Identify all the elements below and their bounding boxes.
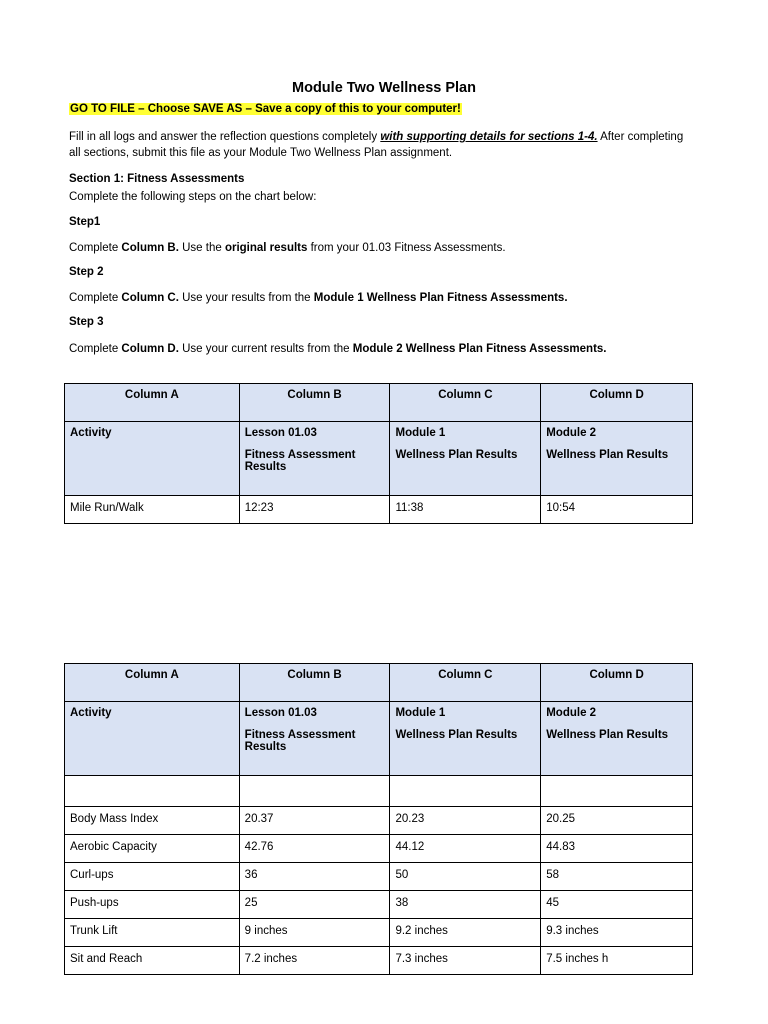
table-cell[interactable]: 10:54 [541, 496, 693, 524]
table-cell[interactable]: 44.83 [541, 835, 693, 863]
table-cell[interactable]: 44.12 [390, 835, 541, 863]
subheader-cell [541, 702, 693, 776]
intro-paragraph [69, 129, 695, 161]
subheader-line2: Wellness Plan Results [546, 449, 669, 461]
section1-heading: Section 1: Fitness Assessments [69, 173, 245, 185]
table-cell[interactable] [541, 776, 693, 807]
subheader-cell [239, 422, 390, 496]
intro-part1: Fill in all logs and answer the reflection questions completely [69, 131, 381, 143]
table-row [65, 863, 693, 891]
step1-column: Column B. [121, 242, 179, 254]
subheader-cell [65, 702, 240, 776]
table-cell[interactable] [239, 776, 390, 807]
step3-pre: Complete [69, 343, 122, 355]
step2-mid: Use your results from the [178, 292, 314, 304]
table-cell[interactable]: 7.3 inches [390, 947, 541, 975]
subheader-line1: Module 2 [546, 427, 597, 439]
table-cell[interactable]: 50 [390, 863, 541, 891]
column-c-header: Column C [390, 384, 541, 422]
column-d-header: Column D [541, 384, 693, 422]
column-d-header: Column D [541, 664, 693, 702]
table-cell[interactable]: 12:23 [239, 496, 390, 524]
step3-text [69, 341, 695, 357]
step1-label: Step1 [69, 216, 101, 228]
step1-text [69, 240, 695, 256]
table-subheader-row [65, 702, 693, 776]
table-cell[interactable]: 11:38 [390, 496, 541, 524]
table-cell[interactable]: 38 [390, 891, 541, 919]
subheader-line2: Fitness Assessment Results [244, 729, 356, 753]
table-row [65, 807, 693, 835]
column-b-header: Column B [239, 384, 390, 422]
table-row [65, 947, 693, 975]
table-cell[interactable]: Push-ups [65, 891, 240, 919]
table-cell[interactable]: Body Mass Index [65, 807, 240, 835]
subheader-line2: Wellness Plan Results [395, 729, 518, 741]
step2-label: Step 2 [69, 266, 104, 278]
subheader-cell [541, 422, 693, 496]
subheader-line1: Lesson 01.03 [244, 707, 317, 719]
subheader-cell [65, 422, 240, 496]
column-a-header: Column A [65, 664, 240, 702]
step2-pre: Complete [69, 292, 122, 304]
subheader-line2: Wellness Plan Results [546, 729, 669, 741]
table-cell[interactable] [65, 776, 240, 807]
table-cell[interactable]: 36 [239, 863, 390, 891]
column-a-header: Column A [65, 384, 240, 422]
table-header-row [65, 664, 693, 702]
table-cell[interactable] [390, 776, 541, 807]
subheader-line1: Module 1 [395, 707, 446, 719]
table-cell[interactable]: 9.2 inches [390, 919, 541, 947]
step1-post: from your 01.03 Fitness Assessments. [307, 242, 506, 254]
step3-label: Step 3 [69, 316, 104, 328]
step2-column: Column C. [121, 292, 179, 304]
subheader-line1: Activity [70, 427, 112, 439]
page-title: Module Two Wellness Plan [292, 80, 476, 96]
step3-bold: Module 2 Wellness Plan Fitness Assessments. [352, 343, 607, 355]
table-cell[interactable]: 7.5 inches h [541, 947, 693, 975]
fitness-assessment-table [64, 663, 693, 975]
subheader-line2: Wellness Plan Results [395, 449, 518, 461]
table-subheader-row [65, 422, 693, 496]
step2-text [69, 290, 695, 306]
table-cell[interactable]: 7.2 inches [239, 947, 390, 975]
subheader-line2: Fitness Assessment Results [244, 449, 356, 473]
table-cell[interactable]: 25 [239, 891, 390, 919]
step1-pre: Complete [69, 242, 122, 254]
intro-emphasis: with supporting details for sections 1-4. [380, 131, 598, 143]
subheader-line1: Module 2 [546, 707, 597, 719]
save-instruction: GO TO FILE – Choose SAVE AS – Save a copy of this to your computer! [70, 103, 461, 115]
step1-bold: original results [224, 242, 308, 254]
table-cell[interactable]: 9.3 inches [541, 919, 693, 947]
subheader-line1: Lesson 01.03 [244, 427, 317, 439]
column-c-header: Column C [390, 664, 541, 702]
subheader-cell [239, 702, 390, 776]
table-header-row [65, 384, 693, 422]
table-cell[interactable]: 58 [541, 863, 693, 891]
table-cell[interactable]: 20.23 [390, 807, 541, 835]
subheader-line1: Activity [70, 707, 112, 719]
step3-column: Column D. [121, 343, 179, 355]
table-row [65, 496, 693, 524]
subheader-cell [390, 422, 541, 496]
table-cell[interactable]: Curl-ups [65, 863, 240, 891]
table-cell[interactable]: Mile Run/Walk [65, 496, 240, 524]
table-cell[interactable]: Aerobic Capacity [65, 835, 240, 863]
table-cell[interactable]: 45 [541, 891, 693, 919]
table-row [65, 835, 693, 863]
step2-bold: Module 1 Wellness Plan Fitness Assessments. [313, 292, 568, 304]
mile-run-table [64, 383, 693, 524]
subheader-cell [390, 702, 541, 776]
table-cell[interactable]: 42.76 [239, 835, 390, 863]
table-cell[interactable]: 20.37 [239, 807, 390, 835]
intro-part2: After completing all sections, submit this file as your Module Two Wellness Plan assignment. [69, 131, 684, 159]
blank-row [65, 776, 693, 807]
table-cell[interactable]: 20.25 [541, 807, 693, 835]
table-row [65, 891, 693, 919]
step3-mid: Use your current results from the [178, 343, 353, 355]
column-b-header: Column B [239, 664, 390, 702]
subheader-line1: Module 1 [395, 427, 446, 439]
table-row [65, 919, 693, 947]
table-cell[interactable]: 9 inches [239, 919, 390, 947]
table-cell[interactable]: Sit and Reach [65, 947, 240, 975]
step1-mid: Use the [178, 242, 225, 254]
table-cell[interactable]: Trunk Lift [65, 919, 240, 947]
section1-subtext: Complete the following steps on the chart below: [69, 191, 317, 203]
